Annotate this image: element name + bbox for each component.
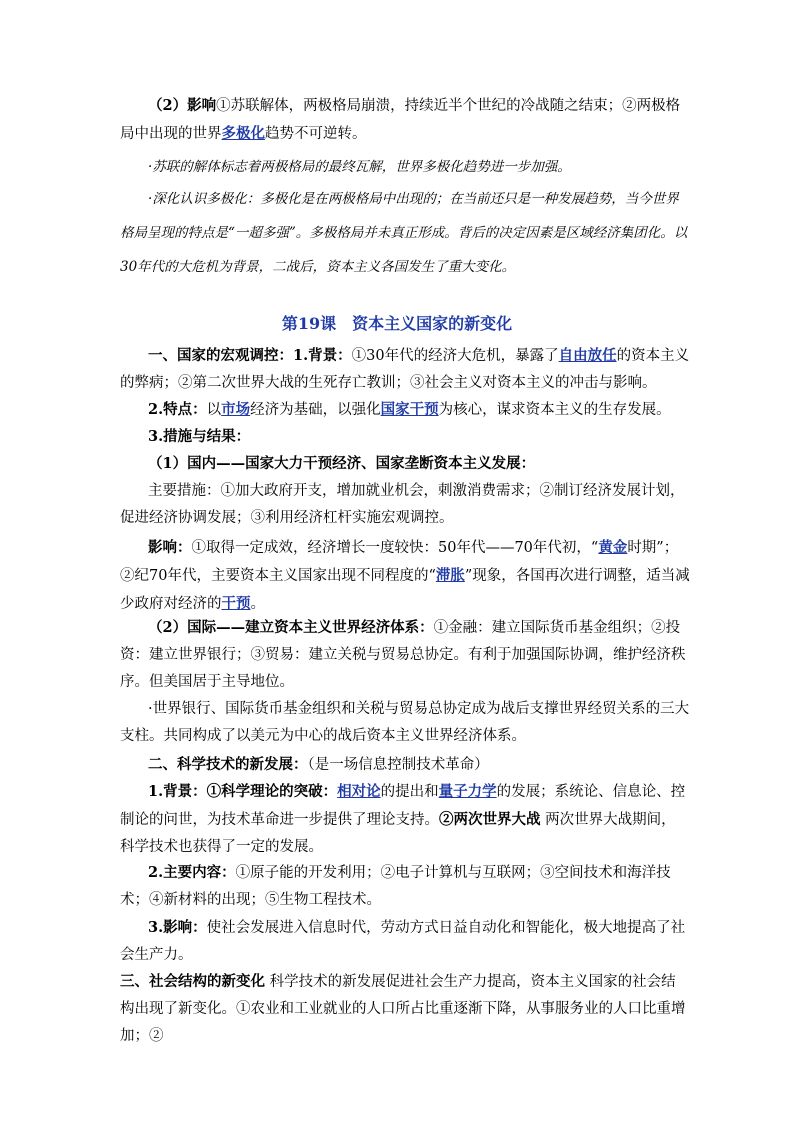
- s1-effect-label: 影响：: [148, 539, 192, 556]
- term-laissez-faire[interactable]: 自由放任: [558, 347, 617, 364]
- s2-impact-label: 3.影响：: [148, 919, 207, 936]
- s1-background-paragraph: [120, 342, 690, 397]
- s3-text: 科学技术的新发展促进社会生产力提高，资本主义国家的社会结构出现了新变化。①农业和工业就业的人口所占比重逐渐下降，从事服务业的人口比重增加；②: [120, 974, 686, 1044]
- s1-feature-paragraph: [120, 396, 690, 424]
- note-soviet-collapse: ·苏联的解体标志着两极格局的最终瓦解，世界多极化趋势进一步加强。: [148, 159, 571, 175]
- s1-feat-label: 2.特点：: [148, 401, 207, 418]
- s2-content-label: 2.主要内容：: [148, 864, 236, 881]
- s2-impact-text: 使社会发展进入信息时代，劳动方式日益自动化和智能化，极大地提高了社会生产力。: [120, 920, 686, 963]
- s1-domestic-heading: （1）国内——国家大力干预经济、国家垄断资本主义发展：: [148, 455, 536, 472]
- term-quantum-mechanics[interactable]: 量子力学: [438, 783, 497, 800]
- s1-bg-label: 1.背景：: [293, 347, 352, 364]
- s1-feat-text-3: 为核心，谋求资本主义的生存发展。: [438, 402, 671, 418]
- s1-bg-text-1: ①30年代的经济大危机，暴露了: [351, 348, 559, 364]
- lesson-title: 第19课 资本主义国家的新变化: [281, 314, 513, 333]
- s1-intl-heading: （2）国际——建立资本主义世界经济体系：: [148, 619, 434, 636]
- s2-content-text: ①原子能的开发利用；②电子计算机与互联网；③空间技术和海洋技术；④新材料的出现；⑤生物工程技术。: [120, 865, 671, 908]
- s2-bg-text-2: 的发展；系统论、信息论、控制论的问世，为技术革命进一步提供了理论支持。: [120, 784, 686, 828]
- s2-background-paragraph: [120, 778, 690, 861]
- s2-bg-label: 1.背景：: [148, 783, 207, 800]
- s1-effect-text-4: 。: [250, 596, 265, 612]
- s2-bg-sub: ①科学理论的突破：: [206, 783, 338, 800]
- term-relativity[interactable]: 相对论: [337, 783, 381, 800]
- s3-heading: 三、社会结构的新变化: [120, 973, 265, 990]
- s1-effect-text-1: ①取得一定成效，经济增长一度较快：50年代——70年代初，“: [191, 540, 599, 556]
- impact-paragraph: [120, 92, 690, 148]
- s2-heading-paragraph: [120, 751, 690, 779]
- s1-effect-text-3: ”现象，各国再次进行调整，适当减少政府对经济的: [120, 568, 690, 612]
- term-state-intervention[interactable]: 国家干预: [380, 401, 439, 418]
- s1-main-text: ①加大政府开支，增加就业机会，刺激消费需求；②制订经济发展计划，促进经济协调发展；③利用经济杠杆实施宏观调控。: [120, 483, 685, 526]
- s1-heading: 一、国家的宏观调控：: [148, 347, 293, 364]
- s1-international-paragraph: [120, 614, 690, 696]
- s2-heading-note: （是一场信息控制技术革命）: [307, 757, 489, 773]
- s2-bg-text-3: 两次世界大战期间，科学技术也获得了一定的发展。: [120, 812, 676, 855]
- s2-heading: 二、科学技术的新发展：: [148, 756, 308, 773]
- s1-feat-text-1: 以: [206, 402, 222, 418]
- s1-main-label: 主要措施：: [148, 483, 221, 499]
- s2-content-paragraph: [120, 859, 690, 914]
- s1-main-measures-paragraph: [120, 478, 690, 532]
- impact-label: （2）影响: [148, 97, 217, 114]
- impact-text-1: ①苏联解体，两极格局崩溃，持续近半个世纪的冷战随之结束；②两极格局中出现的世界: [120, 98, 681, 142]
- term-intervention[interactable]: 干预: [221, 595, 251, 612]
- term-multipolarization[interactable]: 多极化: [221, 125, 265, 142]
- s1-measures-label: 3.措施与结果：: [148, 428, 251, 445]
- s1-intl-note: ·世界银行、国际货币基金组织和关税与贸易总协定成为战后支撑世界经贸关系的三大支柱。共同构成了以美元为中心的战后资本主义世界经济体系。: [120, 701, 690, 744]
- s1-intl-text: ①金融：建立国际货币基金组织；②投资：建立世界银行；③贸易：建立关税与贸易总协定。有利于加强国际协调，维护经济秩序。但美国居于主导地位。: [120, 620, 686, 690]
- s1-effect-paragraph: [120, 534, 690, 618]
- s2-bg-text-1: 的提出和: [380, 784, 439, 800]
- term-stagflation[interactable]: 滞胀: [435, 567, 465, 584]
- s1-feat-text-2: 经济为基础，以强化: [250, 402, 381, 418]
- s1-bg-text-2: 的资本主义的弊病；②第二次世界大战的生死存亡教训；③社会主义对资本主义的冲击与影响。: [120, 348, 690, 391]
- impact-text-2: 趋势不可逆转。: [265, 126, 367, 142]
- note-multipolarity: ·深化认识多极化：多极化是在两极格局中出现的；在当前还只是一种发展趋势，当今世界格局呈现的特点是“一超多强”。多极格局并未真正形成。背后的决定因素是区域经济集团化。以30年代的大危机为背景，二战后，资本主义各国发生了重大变化。: [120, 191, 688, 275]
- s2-impact-paragraph: [120, 914, 690, 969]
- s3-paragraph: [120, 968, 690, 1050]
- s1-effect-text-2: 时期”；②纪70年代，主要资本主义国家出现不同程度的“: [120, 540, 679, 584]
- term-market[interactable]: 市场: [221, 401, 251, 418]
- s2-bg-sub2: ②两次世界大战: [439, 811, 541, 828]
- term-golden-age[interactable]: 黄金: [598, 539, 628, 556]
